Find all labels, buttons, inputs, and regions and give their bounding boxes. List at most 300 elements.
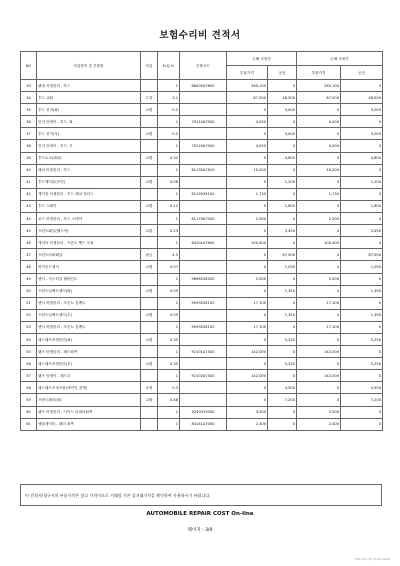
cell-no: 46: [21, 237, 37, 249]
cell-after-labor: 5,250: [341, 333, 383, 345]
estimate-table: [20, 51, 383, 431]
cell-after-labor: 0: [341, 273, 383, 285]
cell-before-parts: 0: [227, 358, 268, 370]
table-row: [21, 418, 383, 430]
cell-before-parts: 260,100: [227, 80, 268, 92]
cell-item: 프런트어퍼패널: [37, 249, 141, 261]
cell-before-labor: 0: [268, 273, 297, 285]
cell-work: 교환: [141, 358, 158, 370]
cell-after-labor: 0: [341, 188, 383, 200]
cell-work: [141, 370, 158, 382]
footer-code: TEXI-001 / 40_65-40-01000: [354, 558, 390, 561]
cell-code: 64101A7600: [180, 237, 227, 249]
cell-no: 61: [21, 418, 37, 430]
cell-code: [180, 249, 227, 261]
cell-no: 42: [21, 188, 37, 200]
cell-after-parts: 1,730: [297, 188, 341, 200]
cell-before-labor: 0: [268, 116, 297, 128]
col-item: 작업항목 및 부품명: [37, 52, 141, 80]
cell-before-parts: 0: [227, 200, 268, 212]
cell-before-labor: 0: [268, 321, 297, 333]
cell-no: 52: [21, 309, 37, 321]
cell-before-labor: 1,350: [268, 285, 297, 297]
cell-work: [141, 164, 158, 176]
col-before: 손해 사정전: [227, 52, 297, 66]
cell-no: 58: [21, 382, 37, 394]
cell-before-labor: 1,800: [268, 200, 297, 212]
cell-no: 36: [21, 116, 37, 128]
cell-no: 35: [21, 104, 37, 116]
cell-after-labor: 0: [341, 346, 383, 358]
cell-after-labor: 0: [341, 321, 383, 333]
col-no: NO: [21, 52, 37, 80]
cell-after-parts: 0: [297, 394, 341, 406]
cell-item: 센서 어셈블리 - 프론트 임팩트: [37, 297, 141, 309]
cell-after-labor: 1,050: [341, 261, 383, 273]
cell-no: 47: [21, 249, 37, 261]
cell-after-labor: 1,800: [341, 200, 383, 212]
table-row: [21, 394, 383, 406]
cell-code: 959303X100: [180, 297, 227, 309]
cell-after-labor: 0: [341, 297, 383, 309]
table-row: [21, 309, 383, 321]
cell-item: 램프 앗세이 - 헤드우: [37, 370, 141, 382]
cell-hqty: 1: [158, 213, 180, 225]
table-row: [21, 297, 383, 309]
cell-hqty: 0.3: [158, 382, 180, 394]
cell-before-parts: 17,100: [227, 297, 268, 309]
table-row: [21, 273, 383, 285]
cell-hqty: 0.12: [158, 200, 180, 212]
cell-after-labor: 0: [341, 116, 383, 128]
cell-code: 79120A7000: [180, 140, 227, 152]
cell-after-parts: 142,000: [297, 370, 341, 382]
col-hqty: H,Q,%: [158, 52, 180, 80]
col-before-parts: 부품가격: [227, 66, 268, 80]
cell-work: [141, 297, 158, 309]
cell-before-labor: 0: [268, 164, 297, 176]
cell-work: 교환: [141, 200, 158, 212]
cell-after-parts: 0: [297, 176, 341, 188]
table-row: [21, 237, 383, 249]
cell-before-parts: 0: [227, 382, 268, 394]
cell-code: 66400A7600: [180, 80, 227, 92]
cell-code: 92102A7500: [180, 370, 227, 382]
cell-no: 48: [21, 261, 37, 273]
cell-after-parts: 0: [297, 200, 341, 212]
cell-work: 교환: [141, 333, 158, 345]
table-row: [21, 249, 383, 261]
cell-code: 969853X000: [180, 273, 227, 285]
table-row: [21, 164, 383, 176]
cell-item: 램프 어셈블리 - 헤드좌측: [37, 346, 141, 358]
cell-after-labor: 0: [341, 164, 383, 176]
cell-item: 후드 교환: [37, 92, 141, 104]
cell-no: 51: [21, 297, 37, 309]
cell-item: 후드 힌지(좌): [37, 104, 141, 116]
cell-code: [180, 200, 227, 212]
cell-code: [180, 176, 227, 188]
cell-hqty: 1: [158, 164, 180, 176]
cell-code: [180, 394, 227, 406]
cell-before-labor: 0: [268, 188, 297, 200]
cell-work: [141, 346, 158, 358]
cell-code: [180, 128, 227, 140]
cell-after-parts: 0: [297, 285, 341, 297]
cell-no: 43: [21, 200, 37, 212]
cell-before-labor: 5,250: [268, 333, 297, 345]
cell-no: 39: [21, 152, 37, 164]
cell-before-labor: 0: [268, 140, 297, 152]
cell-after-labor: 4,500: [341, 382, 383, 394]
cell-item: 펜네 어셈블리 - 후드: [37, 80, 141, 92]
cell-no: 59: [21, 394, 37, 406]
cell-before-parts: 0: [227, 176, 268, 188]
cell-after-parts: 87,500: [297, 92, 341, 104]
cell-after-parts: 2,400: [297, 418, 341, 430]
cell-item: 힌지 앗세이 - 후드, 우: [37, 140, 141, 152]
cell-hqty: 0.35: [158, 333, 180, 345]
cell-before-labor: 0: [268, 346, 297, 358]
cell-hqty: 0.2: [158, 104, 180, 116]
cell-no: 45: [21, 225, 37, 237]
col-before-labor: 공임: [268, 66, 297, 80]
cell-before-parts: 0: [227, 309, 268, 321]
cell-no: 37: [21, 128, 37, 140]
cell-work: 판금: [141, 249, 158, 261]
cell-item: 캐리어 어셈블리 - 프론트 엔드 모듈: [37, 237, 141, 249]
cell-hqty: 0.23: [158, 225, 180, 237]
page-number: 페이지 : 3/9: [187, 528, 213, 533]
cell-work: [141, 406, 158, 418]
cell-no: 34: [21, 92, 37, 104]
cell-after-labor: 0: [341, 406, 383, 418]
cell-item: 후드케이블(조연): [37, 176, 141, 188]
cell-after-parts: 5,000: [297, 273, 341, 285]
cell-work: 조정: [141, 382, 158, 394]
cell-before-parts: 10,200: [227, 164, 268, 176]
table-row: [21, 346, 383, 358]
table-row: [21, 188, 383, 200]
cell-after-parts: 0: [297, 309, 341, 321]
col-code: 부품코드: [180, 52, 227, 80]
cell-before-parts: 0: [227, 394, 268, 406]
cell-before-labor: 4,800: [268, 152, 297, 164]
cell-work: [141, 237, 158, 249]
cell-item: 헤드램프어셈블리(좌): [37, 333, 141, 345]
cell-item: 램프 어셈블리 - 사이드 리피터좌측: [37, 406, 141, 418]
cell-after-parts: 0: [297, 358, 341, 370]
cell-item: 로드 어셈블리 - 후드 스테이: [37, 213, 141, 225]
cell-before-labor: 0: [268, 80, 297, 92]
cell-item: 헤드램프어셈블리(우): [37, 358, 141, 370]
cell-work: 도장: [141, 92, 158, 104]
table-row: [21, 333, 383, 345]
cell-work: 교환: [141, 225, 158, 237]
cell-before-labor: 0: [268, 237, 297, 249]
cell-before-labor: 0: [268, 406, 297, 418]
cell-code: 79110A7000: [180, 116, 227, 128]
cell-code: [180, 225, 227, 237]
cell-work: 교환: [141, 152, 158, 164]
table-row: [21, 116, 383, 128]
cell-before-labor: 5,250: [268, 358, 297, 370]
cell-before-parts: 2,500: [227, 213, 268, 225]
cell-after-parts: 142,000: [297, 346, 341, 358]
cell-before-parts: 4,000: [227, 140, 268, 152]
cell-before-parts: 3,500: [227, 406, 268, 418]
cell-after-parts: 0: [297, 152, 341, 164]
cell-code: [180, 285, 227, 297]
cell-hqty: 1: [158, 346, 180, 358]
cell-work: 교환: [141, 309, 158, 321]
cell-before-labor: 1,200: [268, 176, 297, 188]
cell-work: [141, 140, 158, 152]
cell-before-labor: 46,500: [268, 92, 297, 104]
cell-code: [180, 333, 227, 345]
cell-after-labor: 3,450: [341, 225, 383, 237]
cell-work: [141, 321, 158, 333]
cell-after-labor: 67,500: [341, 249, 383, 261]
cell-no: 38: [21, 140, 37, 152]
table-row: [21, 152, 383, 164]
table-row: [21, 261, 383, 273]
cell-hqty: 1: [158, 237, 180, 249]
cell-no: 50: [21, 285, 37, 297]
cell-before-parts: 0: [227, 104, 268, 116]
cell-after-labor: 0: [341, 213, 383, 225]
cell-after-parts: 4,000: [297, 140, 341, 152]
cell-after-parts: 3,500: [297, 406, 341, 418]
table-row: [21, 176, 383, 188]
cell-hqty: 0.08: [158, 176, 180, 188]
cell-work: 교환: [141, 261, 158, 273]
cell-hqty: 3.1: [158, 92, 180, 104]
cell-hqty: 1: [158, 321, 180, 333]
cell-before-parts: 17,100: [227, 321, 268, 333]
cell-no: 41: [21, 176, 37, 188]
table-row: [21, 80, 383, 92]
cell-before-parts: 5,000: [227, 273, 268, 285]
cell-after-parts: 0: [297, 261, 341, 273]
cell-work: 교환: [141, 104, 158, 116]
cell-item: 힌지 앗세이 - 후드, 좌: [37, 116, 141, 128]
cell-after-parts: 0: [297, 104, 341, 116]
cell-item: 프런트패널(헬드작): [37, 225, 141, 237]
cell-item: 후드 힌지(우): [37, 128, 141, 140]
cell-hqty: 0.32: [158, 152, 180, 164]
cell-before-labor: 4,500: [268, 382, 297, 394]
cell-after-labor: 0: [341, 418, 383, 430]
cell-hqty: 1: [158, 406, 180, 418]
cell-work: [141, 213, 158, 225]
cell-no: 55: [21, 346, 37, 358]
cell-before-labor: 1,350: [268, 309, 297, 321]
cell-code: 923031Y000: [180, 406, 227, 418]
cell-work: 교환: [141, 176, 158, 188]
cell-before-labor: 3,450: [268, 225, 297, 237]
cell-before-parts: 0: [227, 152, 268, 164]
cell-before-parts: 0: [227, 128, 268, 140]
cell-after-labor: 3,000: [341, 104, 383, 116]
cell-no: 54: [21, 333, 37, 345]
table-row: [21, 285, 383, 297]
cell-item: 래치 어셈블리 - 후드: [37, 164, 141, 176]
cell-before-labor: 0: [268, 370, 297, 382]
cell-item: 프런트펜더(좌): [37, 394, 141, 406]
cell-before-parts: 0: [227, 225, 268, 237]
cell-before-parts: 87,500: [227, 92, 268, 104]
cell-item: 프런트임팩트센서(좌): [37, 285, 141, 297]
table-row: [21, 321, 383, 333]
cell-no: 40: [21, 164, 37, 176]
cell-after-labor: 5,250: [341, 358, 383, 370]
cell-after-parts: 0: [297, 333, 341, 345]
cell-hqty: 1: [158, 370, 180, 382]
cell-hqty: 0.09: [158, 285, 180, 297]
document-title: 보험수리비 견적서: [159, 30, 241, 41]
table-row: [21, 370, 383, 382]
cell-hqty: 0.48: [158, 394, 180, 406]
cell-item: 센서 어셈블리 - 프론트 임팩트: [37, 321, 141, 333]
cell-before-parts: 4,000: [227, 116, 268, 128]
cell-item: 센서 - 익스터널 템바인트: [37, 273, 141, 285]
cell-hqty: 1: [158, 80, 180, 92]
cell-work: [141, 273, 158, 285]
cell-after-labor: 4,800: [341, 152, 383, 164]
cell-code: [180, 382, 227, 394]
cell-after-parts: 17,100: [297, 321, 341, 333]
cell-code: 92101A7500: [180, 346, 227, 358]
cell-work: [141, 80, 158, 92]
cell-after-labor: 1,350: [341, 309, 383, 321]
cell-code: 81170A7000: [180, 213, 227, 225]
cell-no: 49: [21, 273, 37, 285]
cell-work: [141, 418, 158, 430]
col-work: 작업: [141, 52, 158, 80]
cell-before-parts: 142,000: [227, 370, 268, 382]
table-row: [21, 104, 383, 116]
cell-no: 33: [21, 80, 37, 92]
cell-code: 84141A7000: [180, 418, 227, 430]
cell-before-parts: 142,000: [227, 346, 268, 358]
cell-before-labor: 67,500: [268, 249, 297, 261]
cell-before-labor: 7,200: [268, 394, 297, 406]
cell-before-parts: 0: [227, 261, 268, 273]
cell-hqty: 1: [158, 297, 180, 309]
table-row: [21, 140, 383, 152]
cell-no: 44: [21, 213, 37, 225]
table-row: [21, 92, 383, 104]
cell-before-labor: 0: [268, 418, 297, 430]
cell-work: [141, 188, 158, 200]
cell-hqty: 0.2: [158, 128, 180, 140]
cell-hqty: 1: [158, 273, 180, 285]
cell-after-parts: 0: [297, 249, 341, 261]
cell-before-parts: 0: [227, 249, 268, 261]
cell-after-labor: 0: [341, 80, 383, 92]
table-row: [21, 406, 383, 418]
price-notice: 이 견적서/청구서의 부품가격은 참고 가격이므로 거래될 기존 실거래가격을 확인하여 사용하시기 바랍니다.: [20, 484, 382, 506]
cell-code: [180, 152, 227, 164]
cell-before-labor: 0: [268, 213, 297, 225]
cell-after-parts: 4,000: [297, 116, 341, 128]
cell-after-parts: 260,100: [297, 80, 341, 92]
cell-after-labor: 0: [341, 370, 383, 382]
cell-no: 53: [21, 321, 37, 333]
cell-no: 60: [21, 406, 37, 418]
cell-item: 엠블레이터 - 펜더 좌측: [37, 418, 141, 430]
cell-before-parts: 2,400: [227, 418, 268, 430]
cell-hqty: 0.35: [158, 358, 180, 370]
cell-before-labor: 0: [268, 297, 297, 309]
cell-after-labor: 0: [341, 237, 383, 249]
cell-after-parts: 100,400: [297, 237, 341, 249]
cell-no: 56: [21, 358, 37, 370]
cell-after-parts: 0: [297, 128, 341, 140]
table-row: [21, 225, 383, 237]
cell-hqty: 1: [158, 188, 180, 200]
cell-after-parts: 0: [297, 225, 341, 237]
table-row: [21, 213, 383, 225]
cell-work: 교환: [141, 128, 158, 140]
cell-after-parts: 2,500: [297, 213, 341, 225]
cell-before-labor: 3,000: [268, 104, 297, 116]
cell-code: [180, 309, 227, 321]
cell-after-labor: 0: [341, 140, 383, 152]
col-after: 손해 사정후: [297, 52, 383, 66]
cell-hqty: 1: [158, 140, 180, 152]
table-row: [21, 128, 383, 140]
cell-hqty: 0.07: [158, 261, 180, 273]
estimate-rows: [21, 80, 383, 431]
cell-code: [180, 261, 227, 273]
brand-footer: AUTOMOBILE REPAIR COST On-line: [146, 511, 254, 517]
cell-code: [180, 92, 227, 104]
cell-before-labor: 1,050: [268, 261, 297, 273]
cell-after-parts: 0: [297, 382, 341, 394]
col-after-parts: 부품가격: [297, 66, 341, 80]
cell-hqty: 0.09: [158, 309, 180, 321]
cell-before-parts: 0: [227, 285, 268, 297]
cell-code: 959303X100: [180, 321, 227, 333]
table-row: [21, 358, 383, 370]
cell-before-parts: 1,730: [227, 188, 268, 200]
cell-work: [141, 116, 158, 128]
cell-item: 후드 스테이: [37, 200, 141, 212]
cell-after-labor: 1,200: [341, 176, 383, 188]
cell-after-parts: 10,200: [297, 164, 341, 176]
cell-after-labor: 46,500: [341, 92, 383, 104]
cell-item: 바가운드센서: [37, 261, 141, 273]
cell-before-parts: 100,400: [227, 237, 268, 249]
cell-after-labor: 1,350: [341, 285, 383, 297]
col-after-labor: 공임: [341, 66, 383, 80]
cell-hqty: 1: [158, 116, 180, 128]
cell-before-labor: 3,000: [268, 128, 297, 140]
cell-item: 헤드램프조정포함(에이밍,전체): [37, 382, 141, 394]
cell-item: 케이블 어셈블리 - 후드 래치 릴리스: [37, 188, 141, 200]
cell-code: 81130A7610: [180, 164, 227, 176]
cell-code: [180, 104, 227, 116]
cell-work: 교환: [141, 285, 158, 297]
cell-after-labor: 3,000: [341, 128, 383, 140]
cell-after-labor: 7,200: [341, 394, 383, 406]
cell-hqty: 1: [158, 418, 180, 430]
cell-code: [180, 358, 227, 370]
cell-item: 프런트임팩트센서(우): [37, 309, 141, 321]
table-row: [21, 200, 383, 212]
